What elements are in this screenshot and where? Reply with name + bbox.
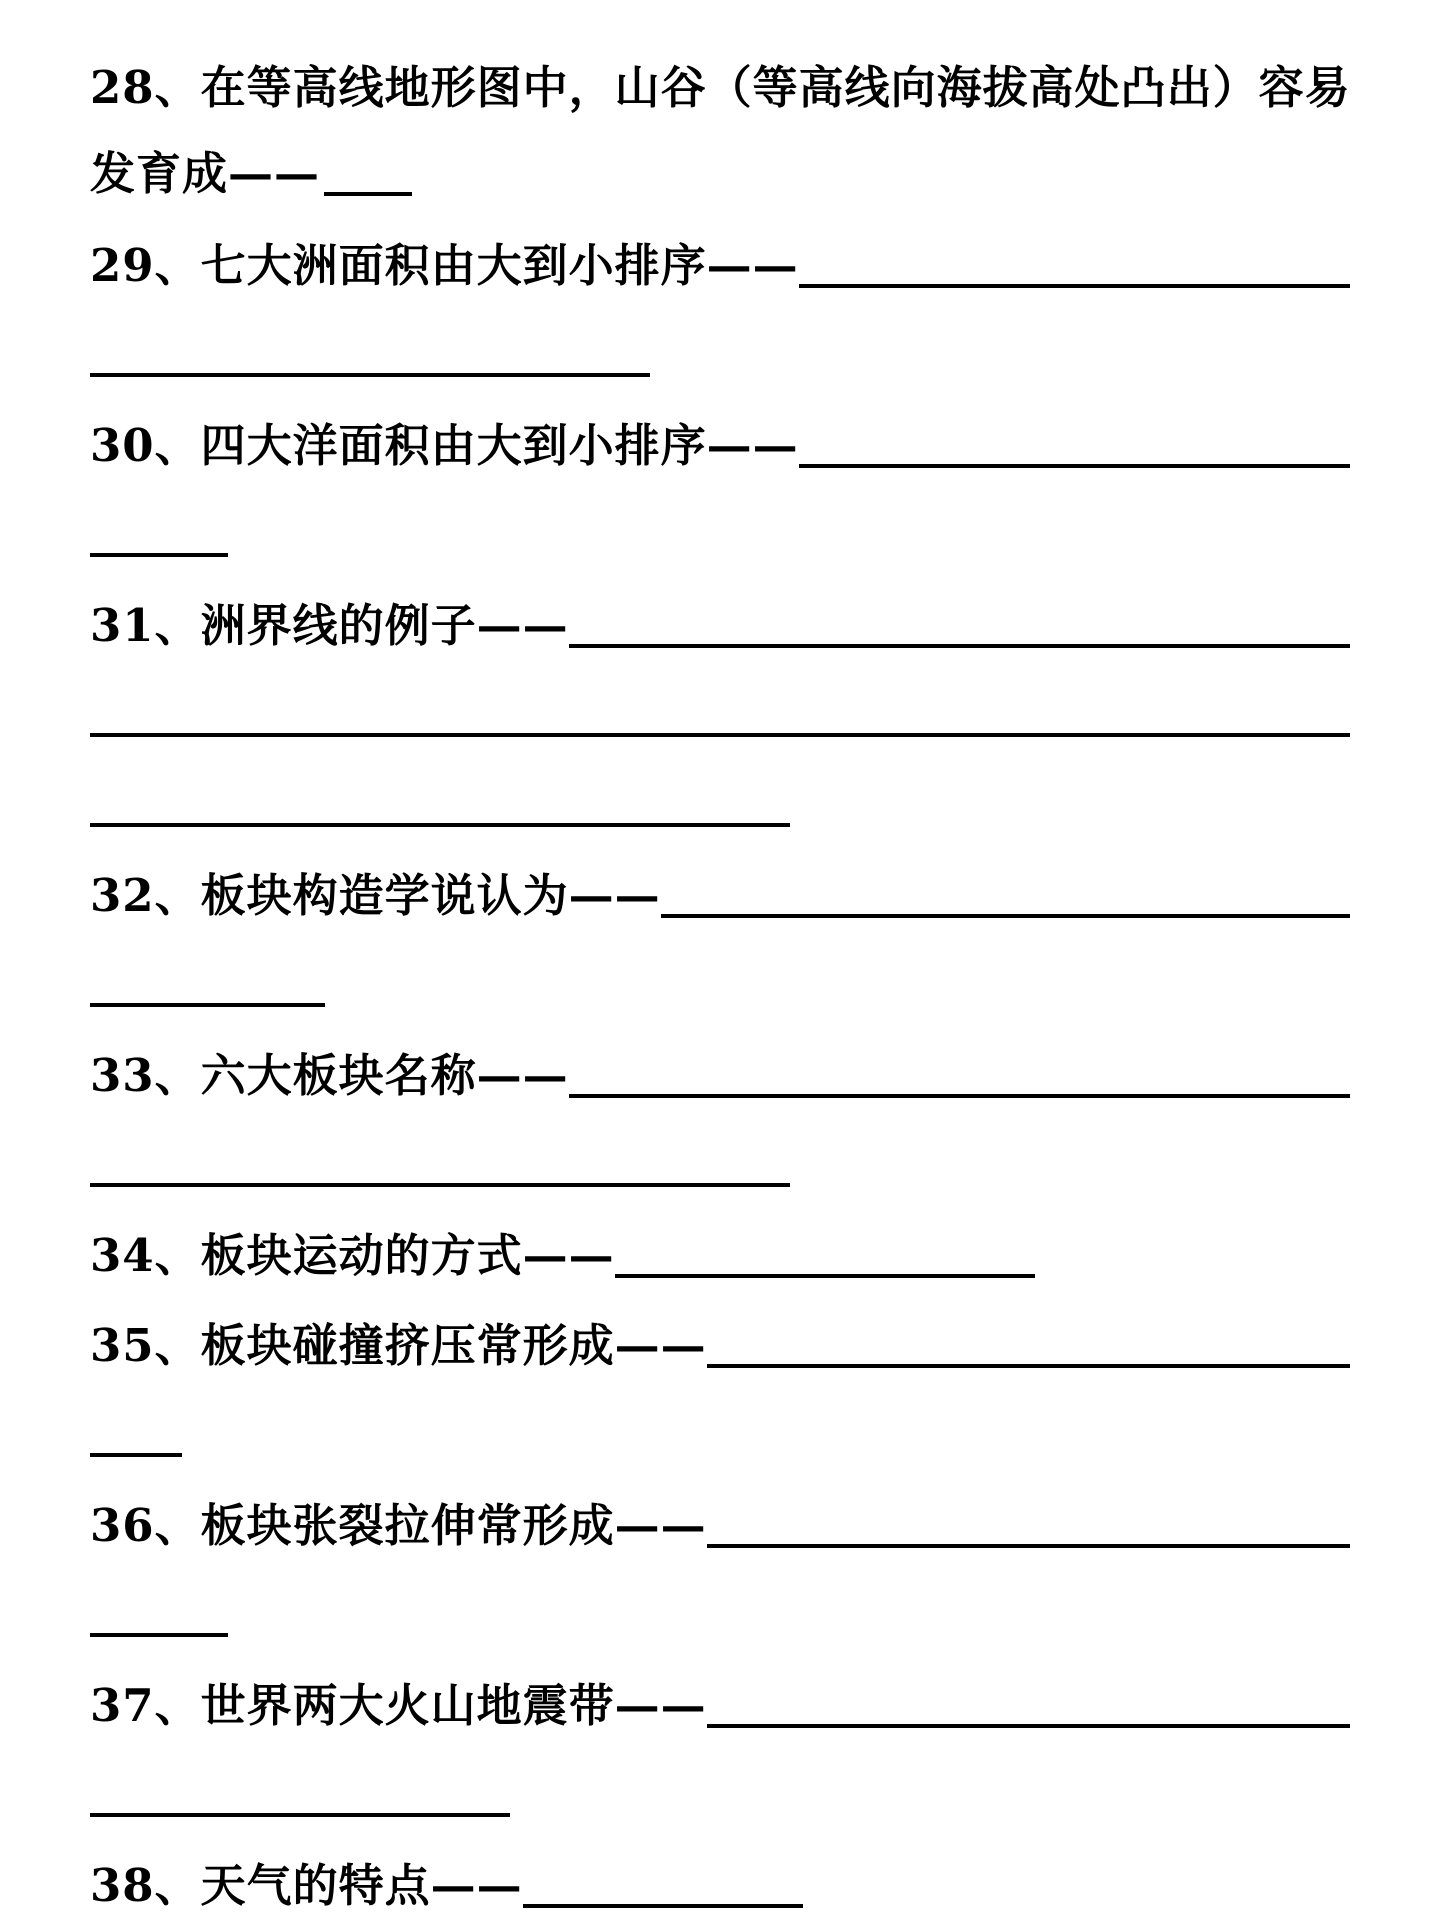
answer-continuation-33[interactable] (90, 1183, 790, 1187)
answer-blank-33[interactable] (569, 1092, 1350, 1098)
question-29 (90, 232, 1350, 294)
question-30 (90, 412, 1350, 474)
answer-blank-31[interactable] (569, 642, 1350, 648)
question-33-text: 33、六大板块名称—— (90, 1049, 569, 1102)
answer-blank-32[interactable] (661, 912, 1350, 918)
answer-blank-37[interactable] (707, 1722, 1350, 1728)
question-28-line-2 (90, 140, 412, 202)
question-37 (90, 1672, 1350, 1734)
question-29-text: 29、七大洲面积由大到小排序—— (90, 239, 799, 292)
answer-continuation-32[interactable] (90, 1003, 325, 1007)
question-32-text: 32、板块构造学说认为—— (90, 869, 661, 922)
question-37-text: 37、世界两大火山地震带—— (90, 1679, 707, 1732)
answer-blank-29[interactable] (799, 282, 1350, 288)
answer-continuation-31-a[interactable] (90, 733, 1350, 737)
question-28-line-1 (90, 54, 1350, 116)
answer-continuation-36[interactable] (90, 1633, 228, 1637)
answer-continuation-37[interactable] (90, 1813, 510, 1817)
answer-continuation-35[interactable] (90, 1453, 182, 1457)
answer-continuation-30[interactable] (90, 553, 228, 557)
question-34-text: 34、板块运动的方式—— (90, 1229, 615, 1282)
answer-blank-38[interactable] (523, 1902, 803, 1908)
answer-continuation-29[interactable] (90, 373, 650, 377)
answer-blank-28[interactable] (324, 190, 412, 196)
answer-blank-35[interactable] (707, 1362, 1350, 1368)
question-33 (90, 1042, 1350, 1104)
answer-blank-34[interactable] (615, 1272, 1035, 1278)
question-28-text-part-2: 发育成—— (90, 147, 321, 200)
question-36-text: 36、板块张裂拉伸常形成—— (90, 1499, 707, 1552)
answer-blank-30[interactable] (799, 462, 1350, 468)
question-38 (90, 1852, 803, 1914)
question-36 (90, 1492, 1350, 1554)
question-35 (90, 1312, 1350, 1374)
answer-blank-36[interactable] (707, 1542, 1350, 1548)
question-28-text-part-1: 28、在等高线地形图中，山谷（等高线向海拔高处凸出）容易 (90, 61, 1351, 114)
question-31 (90, 592, 1350, 654)
question-35-text: 35、板块碰撞挤压常形成—— (90, 1319, 707, 1372)
question-32 (90, 862, 1350, 924)
question-30-text: 30、四大洋面积由大到小排序—— (90, 419, 799, 472)
answer-continuation-31-b[interactable] (90, 823, 790, 827)
question-38-text: 38、天气的特点—— (90, 1859, 523, 1912)
question-34 (90, 1222, 1035, 1284)
question-31-text: 31、洲界线的例子—— (90, 599, 569, 652)
